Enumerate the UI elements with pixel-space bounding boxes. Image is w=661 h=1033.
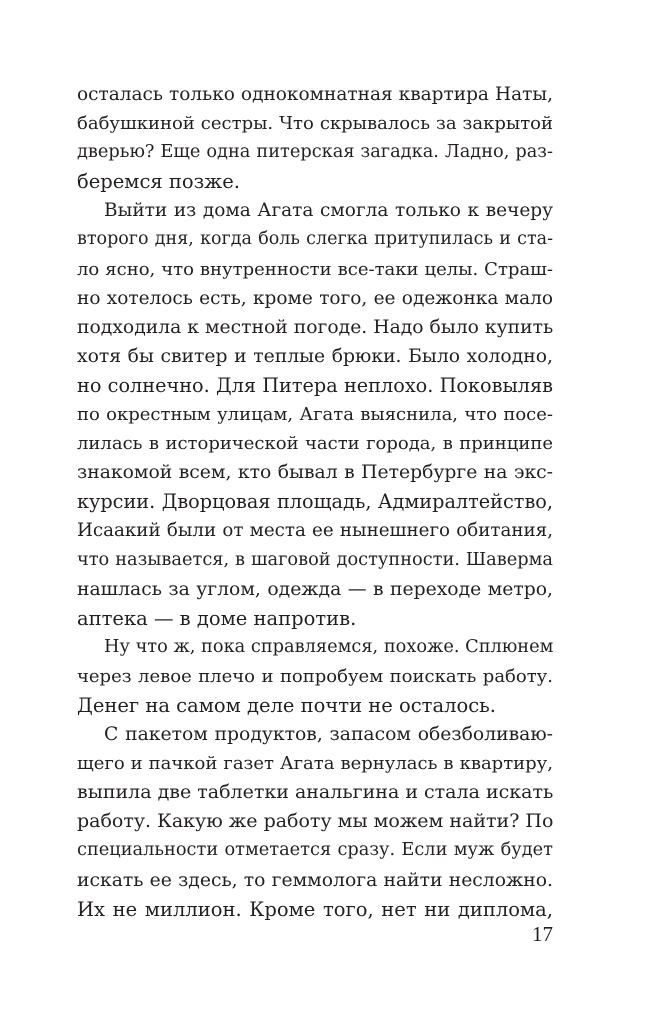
text-line: Исаакий были от места ее нынешнего обитания, <box>77 520 553 542</box>
text-line: хотя бы свитер и теплые брюки. Было холодно, <box>77 345 553 367</box>
text-line: по окрестным улицам, Агата выяснила, что посе- <box>77 404 553 426</box>
text-line: нашлась за углом, одежда — в переходе метро, <box>77 578 553 600</box>
text-line: лилась в исторической части города, в принципе <box>77 433 553 455</box>
text-line: но хотелось есть, кроме того, ее одежонка мало <box>77 287 553 309</box>
text-line: второго дня, когда боль слегка притупилась и ста- <box>77 229 553 250</box>
paragraph <box>77 196 553 632</box>
text-line: выпила две таблетки анальгина и стала искать <box>77 781 554 804</box>
paragraph <box>77 80 553 196</box>
text-line: С пакетом продуктов, запасом обезболиваю- <box>104 724 553 746</box>
text-line: щего и пачкой газет Агата вернулась в квартиру, <box>77 753 553 775</box>
text-line: аптека — в доме напротив. <box>77 606 357 630</box>
text-line: ло ясно, что внутренности все-таки целы. Страш- <box>77 258 553 280</box>
text-line: через левое плечо и попробуем поискать работу. <box>77 665 553 687</box>
text-line: беремся позже. <box>77 170 240 194</box>
text-line: подходила к местной погоде. Надо было купить <box>77 316 554 338</box>
page-number: 17 <box>532 922 553 946</box>
text-line: что называется, в шаговой доступности. Шаверма <box>77 549 553 570</box>
text-line: специальности отметается сразу. Если муж будет <box>77 840 553 861</box>
text-line: бабушкиной сестры. Что скрывалось за закрытой <box>77 113 553 135</box>
text-line: Ну что ж, пока справляемся, похоже. Сплюнем <box>104 636 554 657</box>
text-line: работу. Какую же работу мы можем найти? По <box>77 810 554 833</box>
text-line: Денег на самом деле почти не осталось. <box>77 693 496 717</box>
text-line: дверью? Еще одна питерская загадка. Ладно, раз- <box>77 142 553 163</box>
text-line: курсии. Дворцовая площадь, Адмиралтейство, <box>77 490 553 514</box>
paragraph <box>77 720 553 924</box>
paragraph <box>77 633 553 720</box>
text-line: знакомой всем, кто бывал в Петербурге на экс- <box>77 462 553 484</box>
text-line: Выйти из дома Агата смогла только к вечеру <box>104 200 553 222</box>
text-line: осталась только однокомнатная квартира Наты, <box>77 84 553 105</box>
text-line: но солнечно. Для Питера неплохо. Поковыляв <box>77 373 553 397</box>
text-line: искать ее здесь, то геммолога найти несложно. <box>77 869 553 891</box>
text-line: Их не миллион. Кроме того, нет ни диплома, <box>77 897 553 921</box>
page-body <box>77 80 553 924</box>
